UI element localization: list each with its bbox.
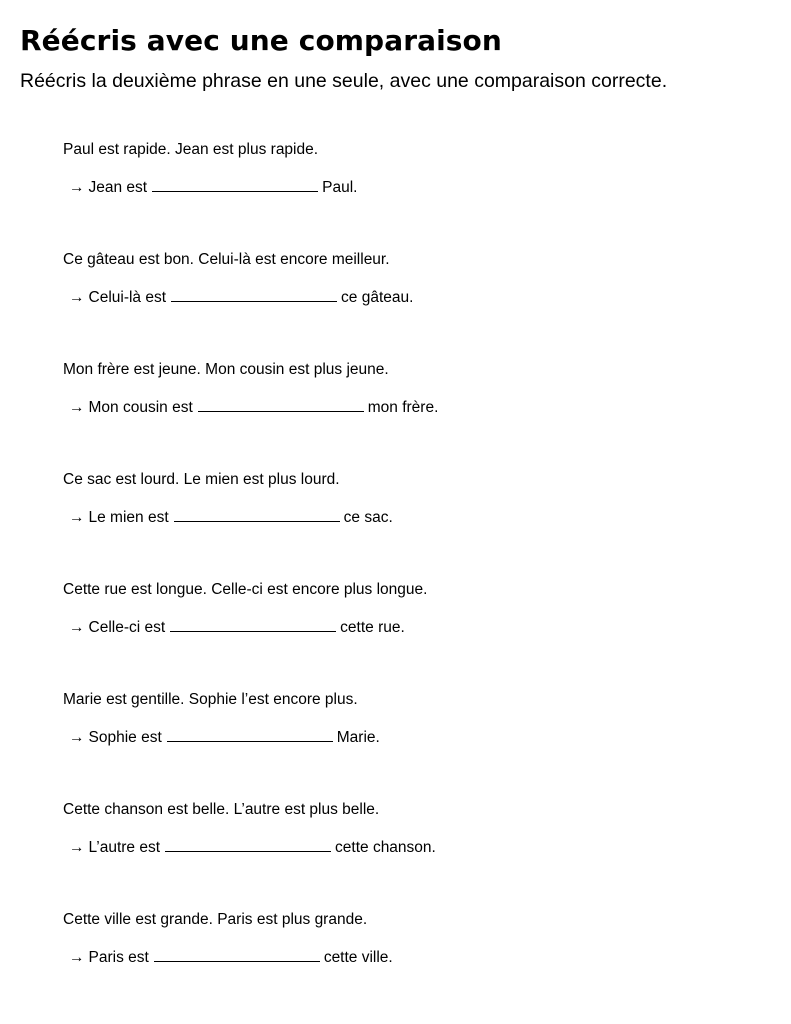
answer-prefix: Celui-là est — [88, 289, 167, 306]
exercise-item — [63, 690, 763, 748]
exercise-sentence: Cette ville est grande. Paris est plus grande. — [63, 911, 368, 928]
arrow-icon: → — [69, 839, 85, 856]
answer-prefix: L’autre est — [88, 839, 161, 856]
answer-suffix: cette chanson. — [335, 839, 436, 856]
exercise-item — [63, 800, 763, 858]
answer-suffix: mon frère. — [367, 399, 439, 416]
answer-line — [69, 837, 763, 858]
exercise-sentence: Ce gâteau est bon. Celui-là est encore meilleur. — [63, 251, 390, 268]
answer-suffix: ce sac. — [343, 509, 393, 526]
worksheet-title: Réécris avec une comparaison — [20, 24, 502, 57]
answer-suffix: cette ville. — [323, 949, 393, 966]
exercise-item — [63, 470, 763, 528]
exercise-sentence: Cette rue est longue. Celle-ci est encore plus longue. — [63, 581, 428, 598]
exercise-item — [63, 910, 763, 968]
answer-blank[interactable] — [174, 507, 340, 522]
answer-blank[interactable] — [152, 177, 318, 192]
exercise-item — [63, 140, 763, 198]
answer-prefix: Jean est — [88, 179, 148, 196]
answer-blank[interactable] — [170, 617, 336, 632]
exercise-sentence: Marie est gentille. Sophie l’est encore plus. — [63, 691, 358, 708]
exercise-sentence: Paul est rapide. Jean est plus rapide. — [63, 141, 319, 158]
exercise-sentence: Ce sac est lourd. Le mien est plus lourd. — [63, 471, 340, 488]
arrow-icon: → — [69, 509, 85, 526]
answer-line — [69, 177, 763, 198]
answer-blank[interactable] — [167, 727, 333, 742]
answer-suffix: cette rue. — [340, 619, 405, 636]
answer-line — [69, 287, 763, 308]
worksheet-instruction: Réécris la deuxième phrase en une seule, avec une comparaison correcte. — [20, 70, 668, 92]
answer-blank[interactable] — [198, 397, 364, 412]
answer-line — [69, 397, 763, 418]
exercise-item — [63, 250, 763, 308]
exercise-sentence: Mon frère est jeune. Mon cousin est plus jeune. — [63, 361, 389, 378]
answer-suffix: Marie. — [336, 729, 380, 746]
answer-blank[interactable] — [154, 947, 320, 962]
answer-blank[interactable] — [171, 287, 337, 302]
arrow-icon: → — [69, 619, 85, 636]
answer-blank[interactable] — [165, 837, 331, 852]
arrow-icon: → — [69, 399, 85, 416]
arrow-icon: → — [69, 949, 85, 966]
answer-prefix: Celle-ci est — [88, 619, 166, 636]
answer-line — [69, 617, 763, 638]
arrow-icon: → — [69, 289, 85, 306]
answer-suffix: ce gâteau. — [341, 289, 414, 306]
exercise-item — [63, 360, 763, 418]
arrow-icon: → — [69, 729, 85, 746]
answer-line — [69, 507, 763, 528]
answer-prefix: Mon cousin est — [88, 399, 193, 416]
arrow-icon: → — [69, 179, 85, 196]
answer-prefix: Paris est — [88, 949, 149, 966]
answer-prefix: Le mien est — [88, 509, 169, 526]
answer-line — [69, 947, 763, 968]
answer-suffix: Paul. — [322, 179, 358, 196]
answer-prefix: Sophie est — [88, 729, 162, 746]
exercise-sentence: Cette chanson est belle. L’autre est plus belle. — [63, 801, 380, 818]
exercise-item — [63, 580, 763, 638]
answer-line — [69, 727, 763, 748]
